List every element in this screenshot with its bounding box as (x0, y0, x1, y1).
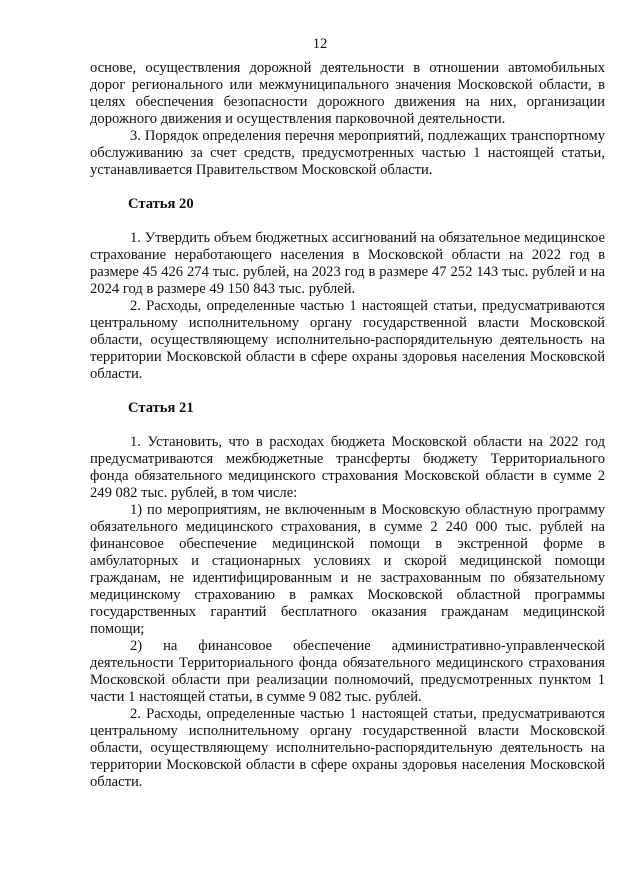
article-20-title: Статья 20 (128, 196, 194, 212)
spacer (90, 417, 605, 434)
paragraph: 3. Порядок определения перечня мероприятий, подлежащих транспортному обслуживанию за счет средств, предусмотренных частью 1 настоящей статьи, устанавливается Правительством Московской области. (90, 128, 605, 178)
paragraph: 2. Расходы, определенные частью 1 настоящей статьи, предусматриваются центральному исполнительному органу государственной власти Московской области, осуществляющему исполнительно-распорядительную деятельность на территории Московской области в сфере охраны здоровья населения Московской области. (90, 706, 605, 790)
paragraph: 2. Расходы, определенные частью 1 настоящей статьи, предусматриваются центральному исполнительному органу государственной власти Московской области, осуществляющему исполнительно-распорядительную деятельность на территории Московской области в сфере охраны здоровья населения Московской области. (90, 298, 605, 382)
article-21-title: Статья 21 (128, 400, 194, 416)
paragraph: 2) на финансовое обеспечение административно-управленческой деятельности Территориального фонда обязательного медицинского страхования Московской области при реализации полномочий, предусмотренных пунктом 1 части 1 настоящей статьи, в сумме 9 082 тыс. рублей. (90, 638, 605, 705)
paragraph: основе, осуществления дорожной деятельности в отношении автомобильных дорог регионального или межмуниципального значения Московской области, в целях обеспечения безопасности дорожного движения на них, организации дорожного движения и осуществления парковочной деятельности. (90, 60, 605, 127)
page-number: 12 (312, 36, 328, 52)
spacer (90, 383, 605, 400)
paragraph: 1) по мероприятиям, не включенным в Московскую областную программу обязательного медицинского страхования, в сумме 2 240 000 тыс. рублей на финансовое обеспечение медицинской помощи в экстренной форме в амбулаторных и стационарных условиях и скорой медицинской помощи гражданам, не идентифицированным и не застрахованным по обязательному медицинскому страхованию в рамках Московской областной программы государственных гарантий бесплатного оказания гражданам медицинской помощи; (90, 502, 605, 637)
document-body (90, 60, 605, 791)
spacer (90, 213, 605, 230)
spacer (90, 179, 605, 196)
paragraph: 1. Утвердить объем бюджетных ассигнований на обязательное медицинское страхование неработающего населения в Московской области на 2022 год в размере 45 426 274 тыс. рублей, на 2023 год в размере 47 252 143 тыс. рублей и на 2024 год в размере 49 150 843 тыс. рублей. (90, 230, 605, 297)
paragraph: 1. Установить, что в расходах бюджета Московской области на 2022 год предусматриваются межбюджетные трансферты бюджету Территориального фонда обязательного медицинского страхования Московской области в сумме 2 249 082 тыс. рублей, в том числе: (90, 434, 605, 501)
